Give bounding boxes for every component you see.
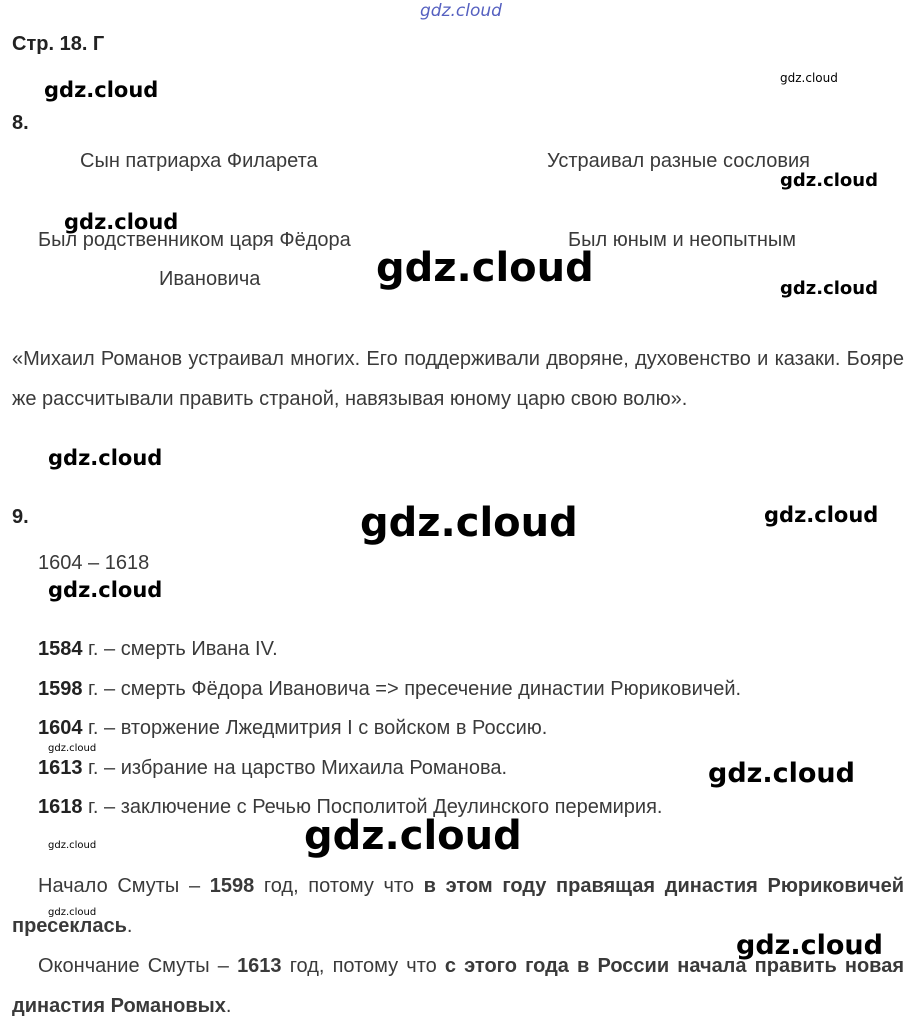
watermark: gdz.cloud	[780, 71, 838, 85]
task8-quote: «Михаил Романов устраивал многих. Его поддерживали дворяне, духовенство и казаки. Бояре же рассчитывали править страной, навязывая юному царю свою волю».	[12, 348, 904, 410]
task9-period: 1604 – 1618	[38, 552, 150, 574]
watermark-top: gdz.cloud	[420, 1, 502, 21]
smuta-end: Окончание Смуты – 1613 год, потому что с этого года в России начала править новая династия Романовых.	[12, 955, 904, 1017]
watermark: gdz.cloud	[780, 278, 878, 299]
watermark: gdz.cloud	[44, 78, 159, 102]
watermark: gdz.cloud	[780, 170, 878, 191]
watermark: gdz.cloud	[48, 907, 97, 918]
watermark: gdz.cloud	[708, 758, 855, 789]
timeline-event: 1618 г. – заключение с Речью Посполитой Деулинского перемирия.	[38, 796, 663, 818]
page-header: Стр. 18. Г	[12, 33, 105, 55]
timeline-event: 1598 г. – смерть Фёдора Ивановича => пресечение династии Рюриковичей.	[38, 678, 742, 700]
task9-number: 9.	[12, 506, 29, 528]
watermark: gdz.cloud	[48, 840, 97, 851]
watermark: gdz.cloud	[304, 813, 522, 859]
timeline-event: 1604 г. – вторжение Лжедмитрия I с войском в Россию.	[38, 717, 548, 739]
smuta-start: Начало Смуты – 1598 год, потому что в этом году правящая династия Рюриковичей пресеклась.	[12, 875, 904, 937]
task8-item-4: Был юным и неопытным	[568, 229, 797, 251]
watermark: gdz.cloud	[360, 500, 578, 546]
timeline-event: 1613 г. – избрание на царство Михаила Романова.	[38, 757, 508, 779]
watermark: gdz.cloud	[48, 743, 97, 754]
task8-number: 8.	[12, 112, 29, 134]
watermark: gdz.cloud	[48, 578, 163, 602]
timeline-event: 1584 г. – смерть Ивана IV.	[38, 638, 278, 660]
task8-item-2: Устраивал разные сословия	[547, 150, 810, 172]
task8-item-3-line1: Был родственником царя Фёдора	[38, 229, 351, 251]
task8-item-3-line2: Ивановича	[159, 268, 261, 290]
watermark: gdz.cloud	[736, 930, 883, 961]
watermark: gdz.cloud	[64, 210, 179, 234]
watermark: gdz.cloud	[376, 245, 594, 291]
task8-item-1: Сын патриарха Филарета	[80, 150, 318, 172]
watermark: gdz.cloud	[764, 503, 879, 527]
watermark: gdz.cloud	[48, 446, 163, 470]
